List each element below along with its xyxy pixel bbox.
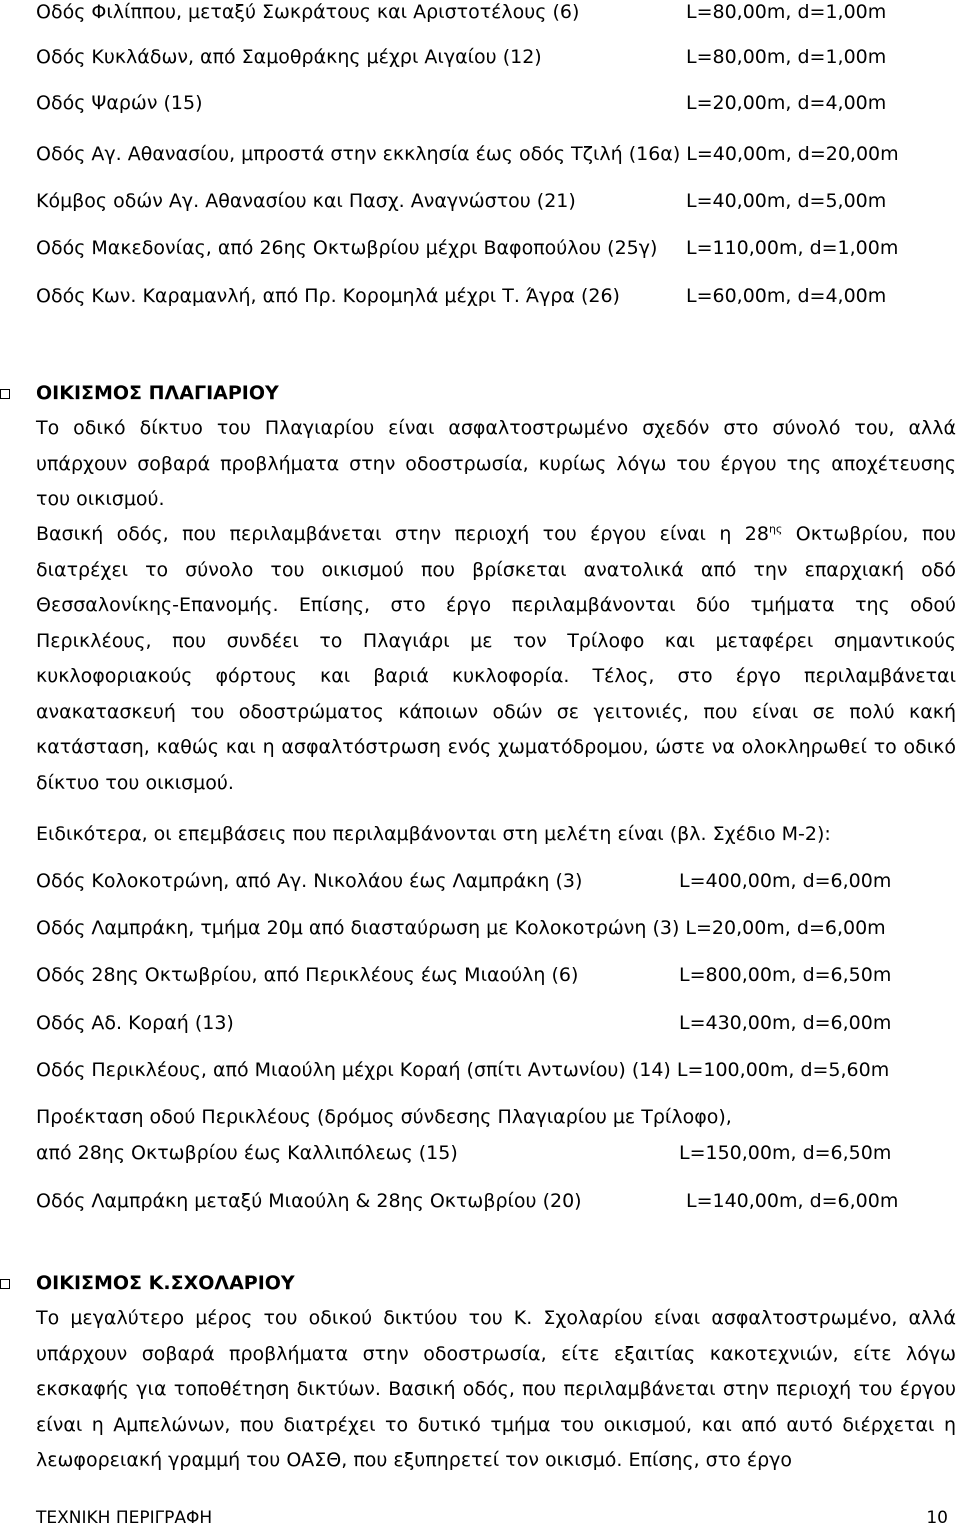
intro-text: Ειδικότερα, οι επεμβάσεις που περιλαμβάνονται στη μελέτη είναι (βλ. Σχέδιο Μ-2): bbox=[36, 823, 831, 845]
list-item: Οδός Λαμπράκη, τμήμα 20μ από διασταύρωση με Κολοκοτρώνη (3) L=20,00m, d=6,00m bbox=[36, 917, 886, 939]
paragraph: Το οδικό δίκτυο του Πλαγιαρίου είναι ασφαλτοστρωμένο σχεδόν στο σύνολό του, αλλά υπάρχουν σοβαρά προβλήματα στην οδοστρωσία, κυρίως λόγω του έργου της αποχέτευσης του οικισμού. bbox=[36, 417, 956, 510]
list-item-measure: L=40,00m, d=5,00m bbox=[686, 190, 887, 212]
list-item: Οδός Αγ. Αθανασίου, μπροστά στην εκκλησία έως οδός Τζιλή (16α) L=40,00m, d=20,00m bbox=[36, 143, 899, 165]
list-item: Οδός Κων. Καραμανλή, από Πρ. Κορομηλά μέχρι Τ. Άγρα (26) bbox=[36, 285, 620, 307]
list-item: Προέκταση οδού Περικλέους (δρόμος σύνδεσης Πλαγιαρίου με Τρίλοφο), bbox=[36, 1106, 732, 1128]
list-item-measure: L=430,00m, d=6,00m bbox=[679, 1012, 892, 1034]
paragraph-text: Βασική οδός, που περιλαμβάνεται στην περιοχή του έργου είναι η 28 bbox=[36, 523, 769, 545]
list-item: Οδός Φιλίππου, μεταξύ Σωκράτους και Αριστοτέλους (6) bbox=[36, 1, 580, 23]
paragraph: Το μεγαλύτερο μέρος του οδικού δικτύου του Κ. Σχολαρίου είναι ασφαλτοστρωμένο, αλλά υπάρχουν σοβαρά προβλήματα στην οδοστρωσία, είτε εξαιτίας κακοτεχνιών, είτε λόγω εκσκαφής για τοποθέτηση δικτύων. Βασική οδός, που περιλαμβάνεται στην περιοχή του έργου είναι η Αμπελώνων, που διατρέχει το δυτικό τμήμα του οικισμού, και από αυτό διέρχεται η λεωφορειακή γραμμή του ΟΑΣΘ, που εξυπηρετεί τον οικισμό. Επίσης, στο έργο bbox=[36, 1307, 956, 1471]
list-item: Οδός 28ης Οκτωβρίου, από Περικλέους έως Μιαούλη (6) bbox=[36, 964, 579, 986]
list-item-measure: L=110,00m, d=1,00m bbox=[686, 237, 899, 259]
list-item-measure: L=150,00m, d=6,50m bbox=[679, 1142, 892, 1164]
list-item: Οδός Λαμπράκη μεταξύ Μιαούλη & 28ης Οκτωβρίου (20) bbox=[36, 1190, 582, 1212]
list-item: Κόμβος οδών Αγ. Αθανασίου και Πασχ. Αναγνώστου (21) bbox=[36, 190, 576, 212]
superscript: ης bbox=[768, 522, 783, 536]
list-item: Οδός Μακεδονίας, από 26ης Οκτωβρίου μέχρι Βαφοπούλου (25γ) bbox=[36, 237, 658, 259]
list-item: Οδός Ψαρών (15) bbox=[36, 92, 203, 114]
page-number: 10 bbox=[926, 1508, 948, 1528]
list-item-measure: L=400,00m, d=6,00m bbox=[679, 870, 892, 892]
list-item: Οδός Περικλέους, από Μιαούλη μέχρι Κοραή (σπίτι Αντωνίου) (14) L=100,00m, d=5,60m bbox=[36, 1059, 890, 1081]
footer-title: ΤΕΧΝΙΚΗ ΠΕΡΙΓΡΑΦΗ bbox=[36, 1508, 213, 1528]
section-heading: ΟΙΚΙΣΜΟΣ Κ.ΣΧΟΛΑΡΙΟΥ bbox=[36, 1272, 295, 1294]
list-item-measure: L=80,00m, d=1,00m bbox=[686, 46, 887, 68]
list-item: Οδός Αδ. Κοραή (13) bbox=[36, 1012, 234, 1034]
list-item: Οδός Κυκλάδων, από Σαμοθράκης μέχρι Αιγαίου (12) bbox=[36, 46, 542, 68]
list-item-measure: L=80,00m, d=1,00m bbox=[686, 1, 887, 23]
list-item-measure: L=800,00m, d=6,50m bbox=[679, 964, 892, 986]
section-heading: ΟΙΚΙΣΜΟΣ ΠΛΑΓΙΑΡΙΟΥ bbox=[36, 382, 279, 404]
list-item-measure: L=60,00m, d=4,00m bbox=[686, 285, 887, 307]
paragraph bbox=[36, 517, 956, 801]
list-item: Οδός Κολοκοτρώνη, από Αγ. Νικολάου έως Λαμπράκη (3) bbox=[36, 870, 583, 892]
bullet-square-icon bbox=[0, 1279, 10, 1289]
list-item-measure: L=20,00m, d=4,00m bbox=[686, 92, 887, 114]
bullet-square-icon bbox=[0, 389, 10, 399]
list-item-measure: L=140,00m, d=6,00m bbox=[686, 1190, 899, 1212]
footer-divider bbox=[36, 1500, 954, 1501]
list-item: από 28ης Οκτωβρίου έως Καλλιπόλεως (15) bbox=[36, 1142, 458, 1164]
paragraph-text: Οκτωβρίου, που διατρέχει το σύνολο του οικισμού που βρίσκεται ανατολικά από την επαρχιακή οδό Θεσσαλονίκης-Επανομής. Επίσης, στο έργο περιλαμβάνονται δύο τμήματα της οδού Περικλέους, που συνδέει το Πλαγιάρι με τον Τρίλοφο και μεταφέρει σημαντικούς κυκλοφοριακούς φόρτους και βαριά κυκλοφορία. Τέλος, στο έργο περιλαμβάνεται ανακατασκευή του οδοστρώματος κάποιων οδών σε γειτονιές, που είναι σε πολύ κακή κατάσταση, καθώς και η ασφαλτόστρωση ενός χωματόδρομου, ώστε να ολοκληρωθεί το οδικό δίκτυο του οικισμού. bbox=[36, 523, 956, 794]
